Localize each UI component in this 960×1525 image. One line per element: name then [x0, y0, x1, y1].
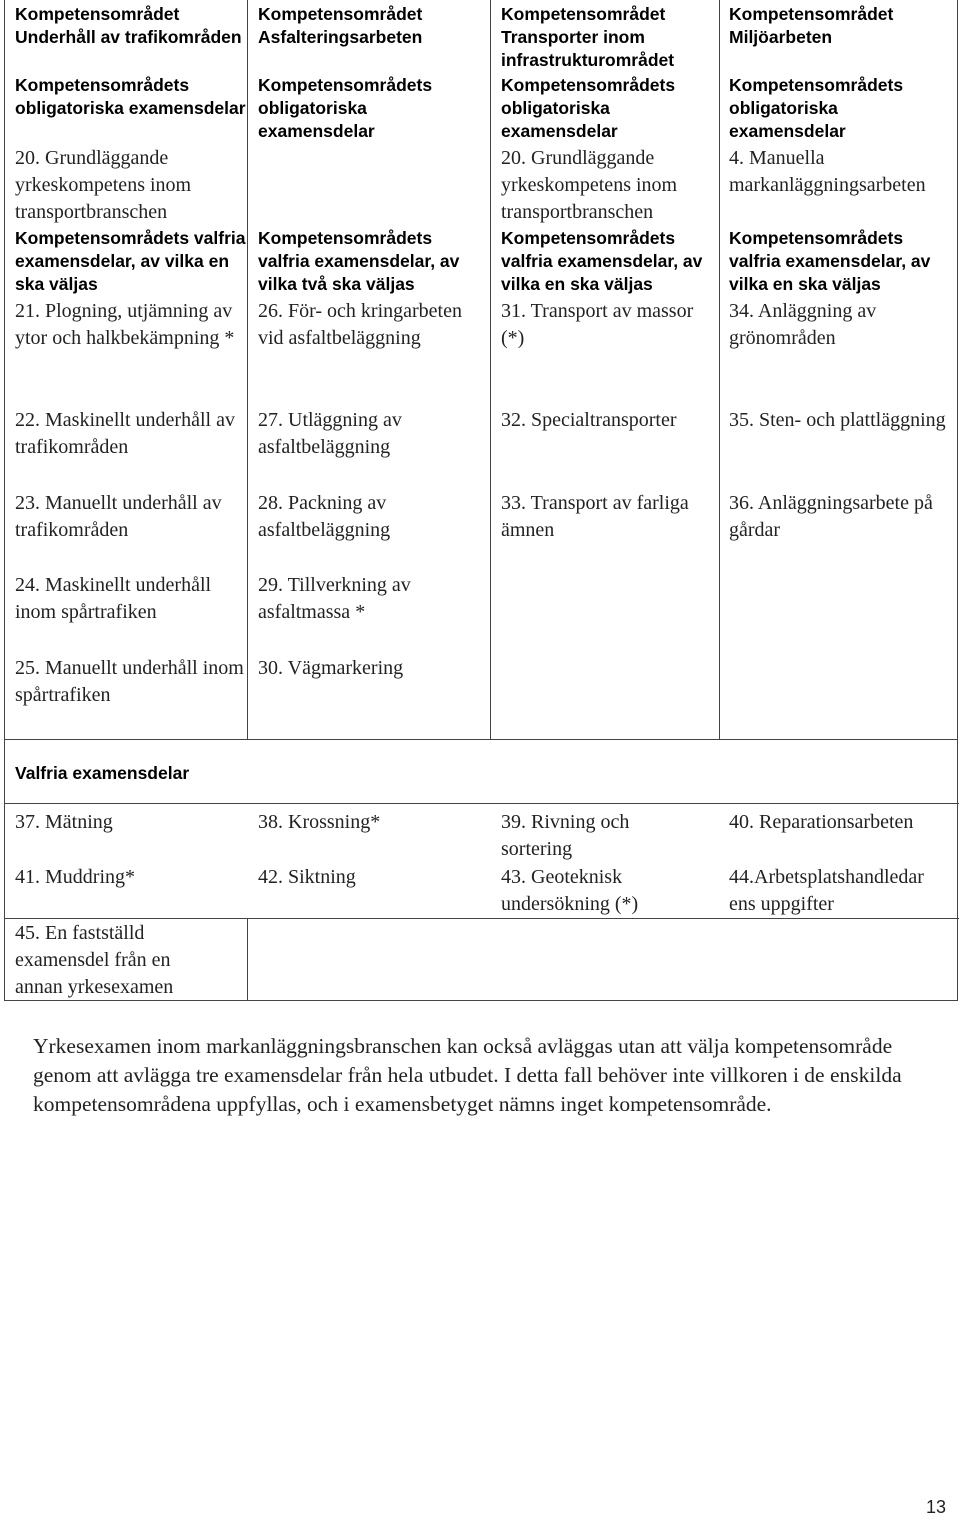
row-divider — [5, 918, 959, 919]
column-1-optional-part: 25. Manuellt underhåll inom spårtrafiken — [15, 657, 244, 706]
column-divider — [490, 0, 491, 739]
optional-table-cell: 40. Reparationsarbeten — [729, 811, 914, 833]
column-3-optional-part: 32. Specialtransporter — [501, 409, 677, 431]
column-2-optional-heading: Kompetensområdets valfria examensdelar, av vilka två ska väljas — [258, 228, 460, 294]
competence-area-table — [4, 0, 958, 740]
column-3-obligatory-part: 20. Grundläggande yrkeskompetens inom transportbranschen — [501, 147, 678, 223]
column-3-obligatory-heading: Kompetensområdets obligatoriska examensdelar — [501, 75, 676, 141]
column-divider — [247, 0, 248, 739]
optional-table-cell: 39. Rivning och sortering — [501, 811, 630, 860]
column-1-title: Kompetensområdet Underhåll av trafikområden — [15, 4, 242, 47]
optional-table-cell: 42. Siktning — [258, 866, 356, 888]
column-4-optional-part: 35. Sten- och plattläggning — [729, 409, 946, 431]
column-2-optional-part: 29. Tillverkning av asfaltmassa * — [258, 574, 411, 623]
optional-table-cell: 45. En fastställd examensdel från en annan yrkesexamen — [15, 922, 174, 998]
optional-section-heading: Valfria examensdelar — [15, 763, 190, 783]
column-3-title: Kompetensområdet Transporter inom infrastrukturområdet — [501, 4, 675, 70]
column-2-optional-part: 30. Vägmarkering — [258, 657, 404, 679]
column-1-obligatory-heading: Kompetensområdets obligatoriska examensdelar — [15, 75, 246, 118]
row-divider — [5, 803, 959, 804]
column-divider — [719, 0, 720, 739]
optional-table-cell: 44.Arbetsplatshandledarens uppgifter — [729, 866, 924, 915]
column-2-optional-part: 26. För- och kringarbeten vid asfaltbeläggning — [258, 300, 462, 349]
optional-table-cell: 41. Muddring* — [15, 866, 135, 888]
optional-table-cell: 37. Mätning — [15, 811, 113, 833]
column-3-optional-part: 33. Transport av farliga ämnen — [501, 492, 689, 541]
column-1-optional-heading: Kompetensområdets valfria examensdelar, av vilka en ska väljas — [15, 228, 246, 294]
column-1-obligatory-part: 20. Grundläggande yrkeskompetens inom transportbranschen — [15, 147, 192, 223]
column-1-optional-part: 23. Manuellt underhåll av trafikområden — [15, 492, 222, 541]
optional-table-cell: 38. Krossning* — [258, 811, 381, 833]
column-3-optional-heading: Kompetensområdets valfria examensdelar, av vilka en ska väljas — [501, 228, 703, 294]
column-1-optional-part: 21. Plogning, utjämning av ytor och halkbekämpning * — [15, 300, 235, 349]
column-4-optional-part: 34. Anläggning av grönområden — [729, 300, 877, 349]
column-2-title: Kompetensområdet Asfalteringsarbeten — [258, 4, 423, 47]
column-4-title: Kompetensområdet Miljöarbeten — [729, 4, 894, 47]
column-4-obligatory-heading: Kompetensområdets obligatoriska examensdelar — [729, 75, 904, 141]
column-3-optional-part: 31. Transport av massor (*) — [501, 300, 694, 349]
column-2-obligatory-heading: Kompetensområdets obligatoriska examensdelar — [258, 75, 433, 141]
column-4-optional-heading: Kompetensområdets valfria examensdelar, av vilka en ska väljas — [729, 228, 931, 294]
body-paragraph: Yrkesexamen inom markanläggningsbranschen kan också avläggas utan att välja kompetensområde genom att avlägga tre examensdelar från hela utbudet. I detta fall behöver inte villkoren i de enskilda kompetensområdena uppfyllas, och i examensbetyget nämns inget kompetensområde. — [33, 1034, 902, 1116]
column-2-optional-part: 28. Packning av asfaltbeläggning — [258, 492, 391, 541]
column-divider — [247, 918, 248, 1001]
column-4-optional-part: 36. Anläggningsarbete på gårdar — [729, 492, 933, 541]
page-number: 13 — [925, 1497, 946, 1517]
column-4-obligatory-part: 4. Manuella markanläggningsarbeten — [729, 147, 926, 196]
column-1-optional-part: 22. Maskinellt underhåll av trafikområden — [15, 409, 235, 458]
optional-parts-table — [4, 740, 958, 1001]
optional-table-cell: 43. Geoteknisk undersökning (*) — [501, 866, 639, 915]
column-2-optional-part: 27. Utläggning av asfaltbeläggning — [258, 409, 402, 458]
column-1-optional-part: 24. Maskinellt underhåll inom spårtrafiken — [15, 574, 212, 623]
